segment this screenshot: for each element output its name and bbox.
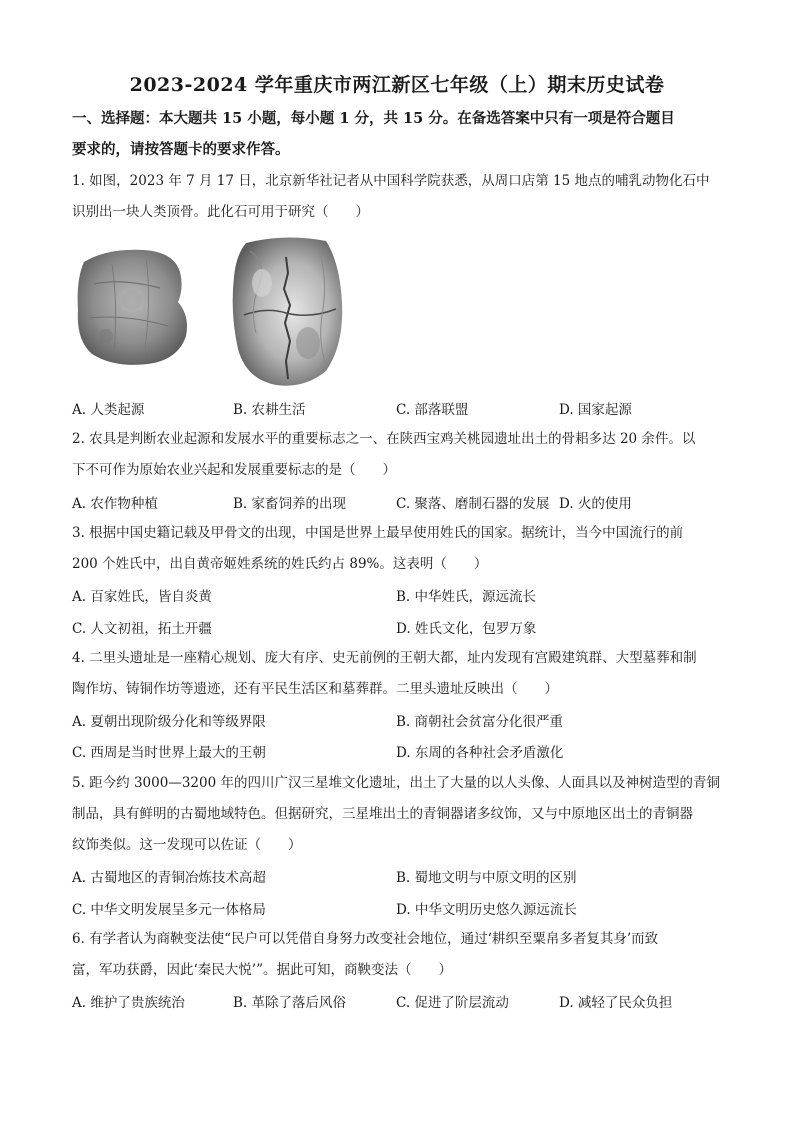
question-4-line-1: 4. 二里头遗址是一座精心规划、庞大有序、史无前例的王朝大都，址内发现有宫殿建筑群、大型墓葬和制 [72, 650, 697, 666]
skull-fossil-image [228, 233, 346, 389]
q4-option-c[interactable]: C. 西周是当时世界上最大的王朝 [72, 745, 266, 761]
question-5-line-1: 5. 距今约 3000—3200 年的四川广汉三星堆文化遗址，出土了大量的以人头像、人面具以及神树造型的青铜 [72, 775, 720, 791]
q5-option-b[interactable]: B. 蜀地文明与中原文明的区别 [396, 870, 577, 886]
question-2-line-1: 2. 农具是判断农业起源和发展水平的重要标志之一、在陕西宝鸡关桃园遗址出土的骨耜多达 20 余件。以 [72, 431, 696, 447]
question-1-line-1: 1. 如图，2023 年 7 月 17 日，北京新华社记者从中国科学院获悉，从周口店第 15 地点的哺乳动物化石中 [72, 173, 710, 189]
q2-option-c[interactable]: C. 聚落、磨制石器的发展 [396, 496, 550, 512]
question-4-line-2: 陶作坊、铸铜作坊等遗迹，还有平民生活区和墓葬群。二里头遗址反映出（ ） [72, 681, 558, 697]
q1-option-c[interactable]: C. 部落联盟 [396, 402, 469, 418]
q5-option-a[interactable]: A. 古蜀地区的青铜冶炼技术高超 [72, 870, 266, 886]
question-2-line-2: 下不可作为原始农业兴起和发展重要标志的是（ ） [72, 462, 396, 478]
q6-option-d[interactable]: D. 减轻了民众负担 [559, 995, 673, 1011]
q3-option-a[interactable]: A. 百家姓氏，皆自炎黄 [72, 589, 212, 605]
q1-option-a[interactable]: A. 人类起源 [72, 402, 145, 418]
section-heading-line-1: 一、选择题：本大题共 15 小题，每小题 1 分，共 15 分。在备选答案中只有一项是符合题目 [72, 110, 675, 127]
q2-option-b[interactable]: B. 家畜饲养的出现 [233, 496, 347, 512]
q6-option-a[interactable]: A. 维护了贵族统治 [72, 995, 185, 1011]
q4-option-d[interactable]: D. 东周的各种社会矛盾激化 [396, 745, 564, 761]
q2-option-d[interactable]: D. 火的使用 [559, 496, 632, 512]
skull-fragment-fossil-image [72, 244, 194, 369]
question-3-line-2: 200 个姓氏中，出自黄帝姬姓系统的姓氏约占 89%。这表明（ ） [72, 556, 488, 572]
question-6-line-1: 6. 有学者认为商鞅变法使“民户可以凭借自身努力改变社会地位，通过‘耕织至粟帛多者复其身’而致 [72, 931, 659, 947]
q3-option-c[interactable]: C. 人文初祖，拓土开疆 [72, 621, 212, 637]
question-1-line-2: 识别出一块人类顶骨。此化石可用于研究（ ） [72, 204, 369, 220]
question-6-line-2: 富，军功获爵，因此‘秦民大悦’”。据此可知，商鞅变法（ ） [72, 962, 452, 978]
q4-option-a[interactable]: A. 夏朝出现阶级分化和等级界限 [72, 714, 266, 730]
question-5-line-2: 制品，具有鲜明的古蜀地域特色。但据研究，三星堆出土的青铜器诸多纹饰，又与中原地区出土的青铜器 [72, 806, 693, 822]
q1-option-b[interactable]: B. 农耕生活 [233, 402, 306, 418]
q6-option-b[interactable]: B. 革除了落后风俗 [233, 995, 347, 1011]
question-5-line-3: 纹饰类似。这一发现可以佐证（ ） [72, 837, 302, 853]
q6-option-c[interactable]: C. 促进了阶层流动 [396, 995, 509, 1011]
q5-option-d[interactable]: D. 中华文明历史悠久源远流长 [396, 902, 577, 918]
question-3-line-1: 3. 根据中国史籍记载及甲骨文的出现，中国是世界上最早使用姓氏的国家。据统计，当今中国流行的前 [72, 525, 684, 541]
q3-option-b[interactable]: B. 中华姓氏，源远流长 [396, 589, 537, 605]
q2-option-a[interactable]: A. 农作物种植 [72, 496, 158, 512]
q1-option-d[interactable]: D. 国家起源 [559, 402, 632, 418]
section-heading-line-2: 要求的，请按答题卡的要求作答。 [72, 141, 290, 158]
q4-option-b[interactable]: B. 商朝社会贫富分化很严重 [396, 714, 564, 730]
q3-option-d[interactable]: D. 姓氏文化，包罗万象 [396, 621, 537, 637]
exam-title: 2023-2024 学年重庆市两江新区七年级（上）期末历史试卷 [129, 74, 665, 96]
q5-option-c[interactable]: C. 中华文明发展呈多元一体格局 [72, 902, 266, 918]
